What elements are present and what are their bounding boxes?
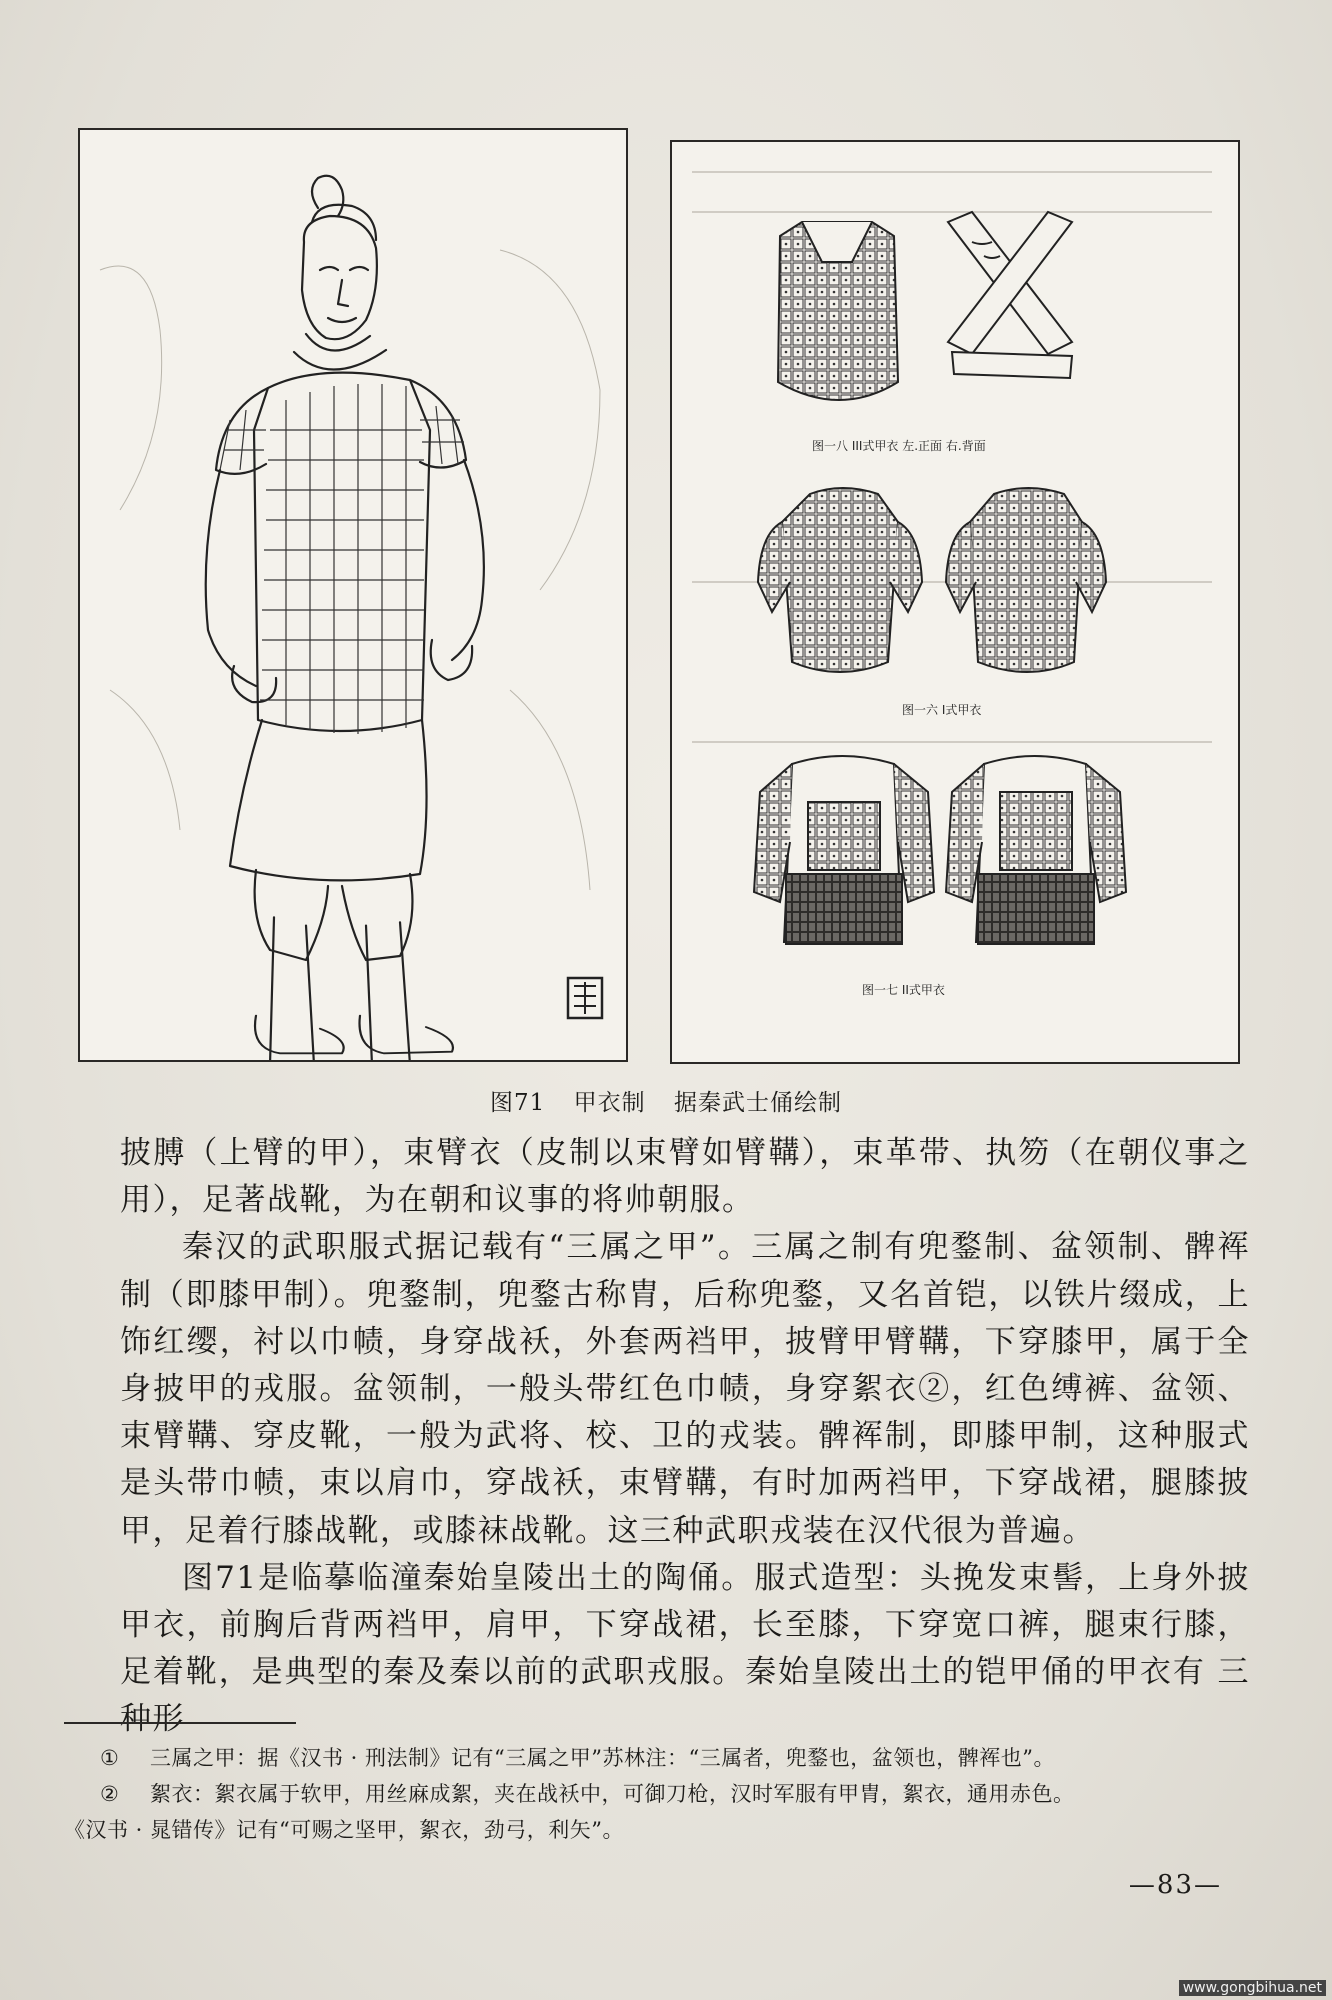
- armor-diagrams: [672, 142, 1238, 1062]
- paragraph-2: 秦汉的武职服式据记载有“三属之甲”。三属之制有兜鍪制、盆领制、髀裈制（即膝甲制）。兜鍪制，兜鍪古称胄，后称兜鍪，又名首铠，以铁片缀成，上饰红缨，衬以巾帻，身穿战袄，外套两裆甲，披臂甲臂鞲，下穿膝甲，属于全身披甲的戎服。盆领制，一般头带红色巾帻，身穿絮衣②，红色缚裤、盆领、束臂鞲、穿皮靴，一般为武将、校、卫的戎装。髀裈制，即膝甲制，这种服式是头带巾帻，束以肩巾，穿战袄，束臂鞲，有时加两裆甲，下穿战裙，腿膝披甲，足着行膝战靴，或膝袜战靴。这三种武职戎装在汉代很为普遍。: [120, 1229, 1250, 1549]
- figure-caption: [0, 1084, 1332, 1117]
- caption-title: 甲衣制: [573, 1090, 646, 1116]
- type-i-armor: [758, 488, 1106, 672]
- type-iii-armor: [778, 212, 1072, 400]
- footnote-2-mark: ②: [100, 1782, 120, 1806]
- footnotes: [64, 1740, 1260, 1848]
- page-number: —83—: [1128, 1870, 1222, 1900]
- fig18-label: 图一八 III式甲衣 左.正面 右.背面: [812, 439, 986, 453]
- body-text: [120, 1130, 1250, 1744]
- warrior-drawing: [80, 130, 626, 1060]
- warrior-illustration-frame: [78, 128, 628, 1062]
- caption-source: 据秦武士俑绘制: [673, 1090, 842, 1116]
- fig17-label: 图一七 II式甲衣: [862, 983, 945, 997]
- footnote-1-mark: ①: [100, 1746, 120, 1770]
- footnote-2: [100, 1776, 1260, 1812]
- caption-number: 图71: [490, 1090, 546, 1116]
- paragraph-1: 披膊（上臂的甲），束臂衣（皮制以束臂如臂鞲），束革带、执笏（在朝仪事之用），足著战靴，为在朝和议事的将帅朝服。: [120, 1135, 1250, 1219]
- type-ii-armor: [754, 756, 1126, 944]
- footnote-divider: [64, 1722, 296, 1724]
- footnote-2-continued-text: 《汉书 · 晁错传》记有“可赐之坚甲，絮衣，劲弓，利矢”。: [64, 1818, 624, 1842]
- footnote-2-continued: [64, 1812, 1260, 1848]
- armor-diagrams-frame: [670, 140, 1240, 1064]
- fig16-label: 图一六 I式甲衣: [902, 703, 982, 717]
- paragraph-3: 图71是临摹临潼秦始皇陵出土的陶俑。服式造型：头挽发束髻，上身外披甲衣，前胸后背两裆甲，肩甲，下穿战裙，长至膝，下穿宽口裤，腿束行膝，足着靴，是典型的秦及秦以前的武职戎服。秦始皇陵出土的铠甲俑的甲衣有 三种形: [120, 1559, 1250, 1738]
- watermark: www.gongbihua.net: [1179, 1980, 1326, 1996]
- footnote-2-text: 絮衣：絮衣属于软甲，用丝麻成絮，夹在战袄中，可御刀枪，汉时军服有甲胄，絮衣，通用赤色。: [150, 1782, 1075, 1806]
- footnote-1: [100, 1740, 1260, 1776]
- footnote-1-text: 三属之甲：据《汉书 · 刑法制》记有“三属之甲”苏林注：“三属者，兜鍪也，盆领也，髀裈也”。: [150, 1746, 1055, 1770]
